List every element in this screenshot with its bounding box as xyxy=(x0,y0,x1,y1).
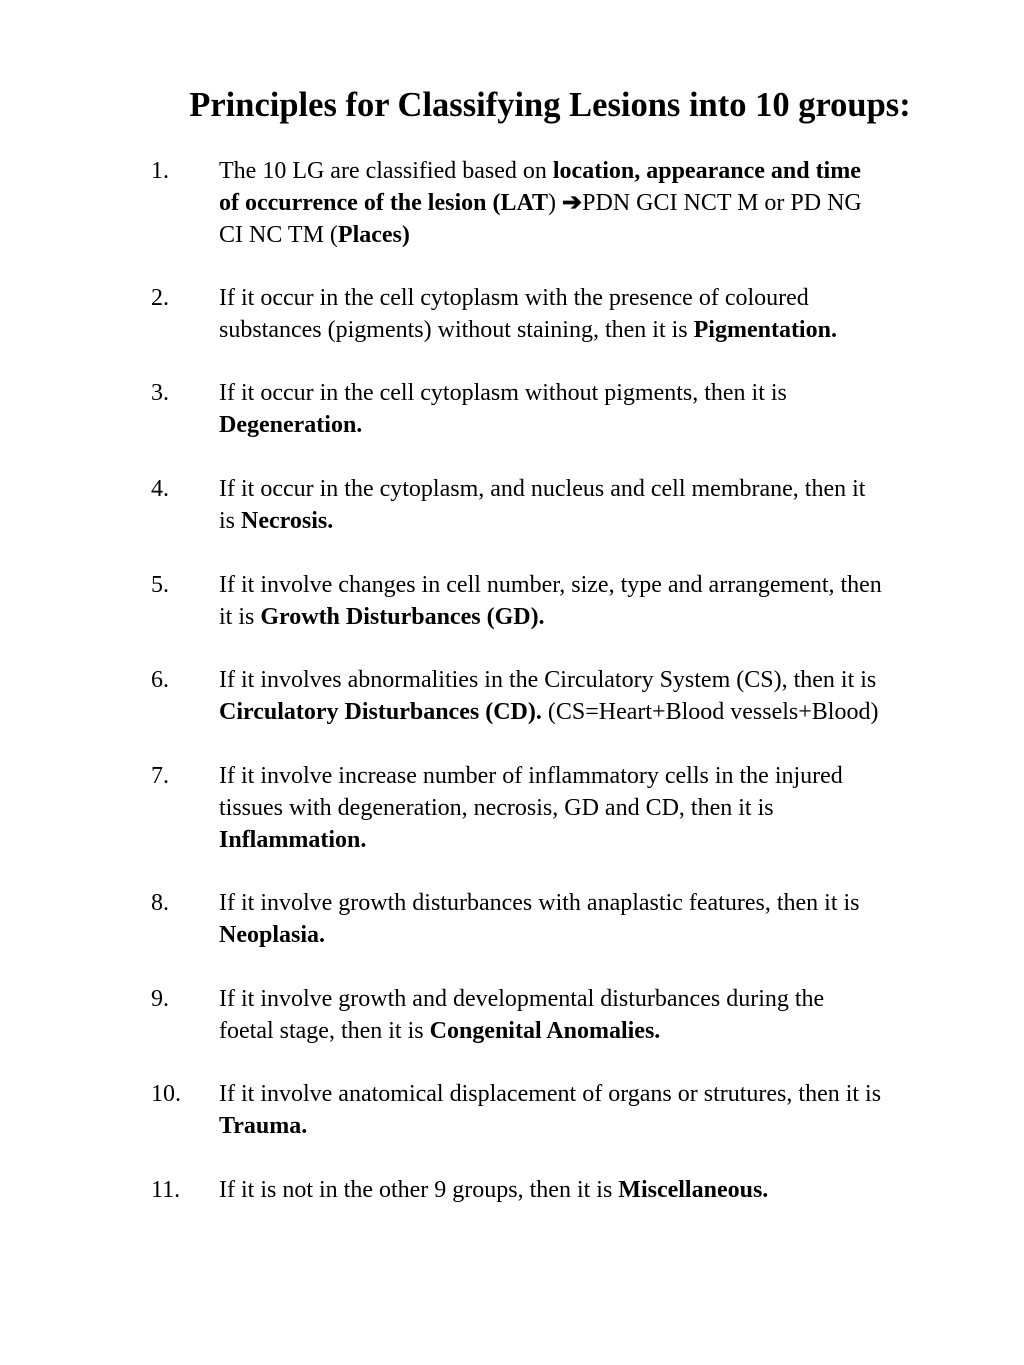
item-text-line xyxy=(219,155,959,187)
bold-term: Circulatory Disturbances (CD). xyxy=(219,699,542,725)
item-number: 4. xyxy=(151,476,169,502)
bold-term: location, appearance and time xyxy=(552,158,861,184)
text-segment: If it involve increase number of inflammatory cells in the injured xyxy=(219,763,843,789)
item-text-line xyxy=(219,664,959,696)
bold-term: Places) xyxy=(337,222,410,248)
text-segment: If it is not in the other 9 groups, then it is xyxy=(219,1177,619,1203)
bold-term: Neoplasia. xyxy=(219,922,326,948)
item-text xyxy=(219,377,959,441)
item-text xyxy=(219,1174,959,1206)
item-text xyxy=(219,1078,959,1142)
text-segment: is xyxy=(219,508,242,534)
text-segment: The 10 LG are classified based on xyxy=(219,158,553,184)
item-text-line xyxy=(219,792,959,824)
item-text-line xyxy=(219,983,959,1015)
text-segment: If it involves abnormalities in the Circulatory System (CS), then it is xyxy=(219,667,877,693)
bold-term: Pigmentation. xyxy=(693,317,837,343)
text-segment: If it involve growth and developmental disturbances during the xyxy=(219,986,825,1012)
text-segment: If it involve growth disturbances with anaplastic features, then it is xyxy=(219,890,860,916)
text-segment: PDN GCI NCT M or PD NG xyxy=(582,190,862,216)
item-number: 3. xyxy=(151,380,169,406)
text-segment: If it occur in the cytoplasm, and nucleus and cell membrane, then it xyxy=(219,476,866,502)
text-segment: (CS=Heart+Blood vessels+Blood) xyxy=(541,699,879,725)
item-text-line xyxy=(219,1110,959,1142)
item-text-line xyxy=(219,824,959,856)
bold-term: Miscellaneous. xyxy=(618,1177,769,1203)
bold-term: ➔ xyxy=(562,190,583,216)
bold-term: Degeneration. xyxy=(219,412,363,438)
text-segment: If it involve anatomical displacement of organs or strutures, then it is xyxy=(219,1081,882,1107)
item-text xyxy=(219,473,959,537)
item-text-line xyxy=(219,760,959,792)
item-text xyxy=(219,664,959,728)
item-number: 2. xyxy=(151,285,169,311)
item-number: 11. xyxy=(151,1177,181,1203)
item-number: 9. xyxy=(151,986,169,1012)
item-text-line xyxy=(219,473,959,505)
text-segment: substances (pigments) without staining, then it is xyxy=(219,317,694,343)
item-text-line xyxy=(219,409,959,441)
item-text-line xyxy=(219,696,959,728)
item-number: 7. xyxy=(151,763,169,789)
item-text-line xyxy=(219,187,959,219)
item-text-line xyxy=(219,569,959,601)
item-text-line xyxy=(219,314,959,346)
item-text-line xyxy=(219,505,959,537)
item-number: 8. xyxy=(151,890,169,916)
bold-term: Inflammation. xyxy=(219,827,367,853)
item-number: 10. xyxy=(151,1081,181,1107)
bold-term: of occurrence of the lesion (LAT xyxy=(219,190,549,216)
item-text-line xyxy=(219,887,959,919)
item-text xyxy=(219,887,959,951)
bold-term: Congenital Anomalies. xyxy=(429,1018,661,1044)
item-text-line xyxy=(219,377,959,409)
text-segment: If it occur in the cell cytoplasm with the presence of coloured xyxy=(219,285,809,311)
item-text-line xyxy=(219,919,959,951)
item-text xyxy=(219,760,959,856)
item-text-line xyxy=(219,282,959,314)
bold-term: Necrosis. xyxy=(241,508,334,534)
item-number: 6. xyxy=(151,667,169,693)
item-text-line xyxy=(219,601,959,633)
bold-term: Trauma. xyxy=(219,1113,308,1139)
item-text-line xyxy=(219,1015,959,1047)
item-text xyxy=(219,282,959,346)
page-title: Principles for Classifying Lesions into 10 groups: xyxy=(189,86,911,124)
item-text-line xyxy=(219,1078,959,1110)
item-number: 5. xyxy=(151,572,169,598)
text-segment: it is xyxy=(219,604,261,630)
text-segment: tissues with degeneration, necrosis, GD and CD, then it is xyxy=(219,795,774,821)
item-text xyxy=(219,983,959,1047)
item-text-line xyxy=(219,219,959,251)
text-segment: CI NC TM ( xyxy=(219,222,338,248)
text-segment: foetal stage, then it is xyxy=(219,1018,430,1044)
bold-term: Growth Disturbances (GD). xyxy=(260,604,545,630)
text-segment: ) xyxy=(548,190,563,216)
item-text xyxy=(219,569,959,633)
item-text-line xyxy=(219,1174,959,1206)
item-text xyxy=(219,155,959,251)
text-segment: If it occur in the cell cytoplasm without pigments, then it is xyxy=(219,380,787,406)
text-segment: If it involve changes in cell number, size, type and arrangement, then xyxy=(219,572,882,598)
item-number: 1. xyxy=(151,158,169,184)
